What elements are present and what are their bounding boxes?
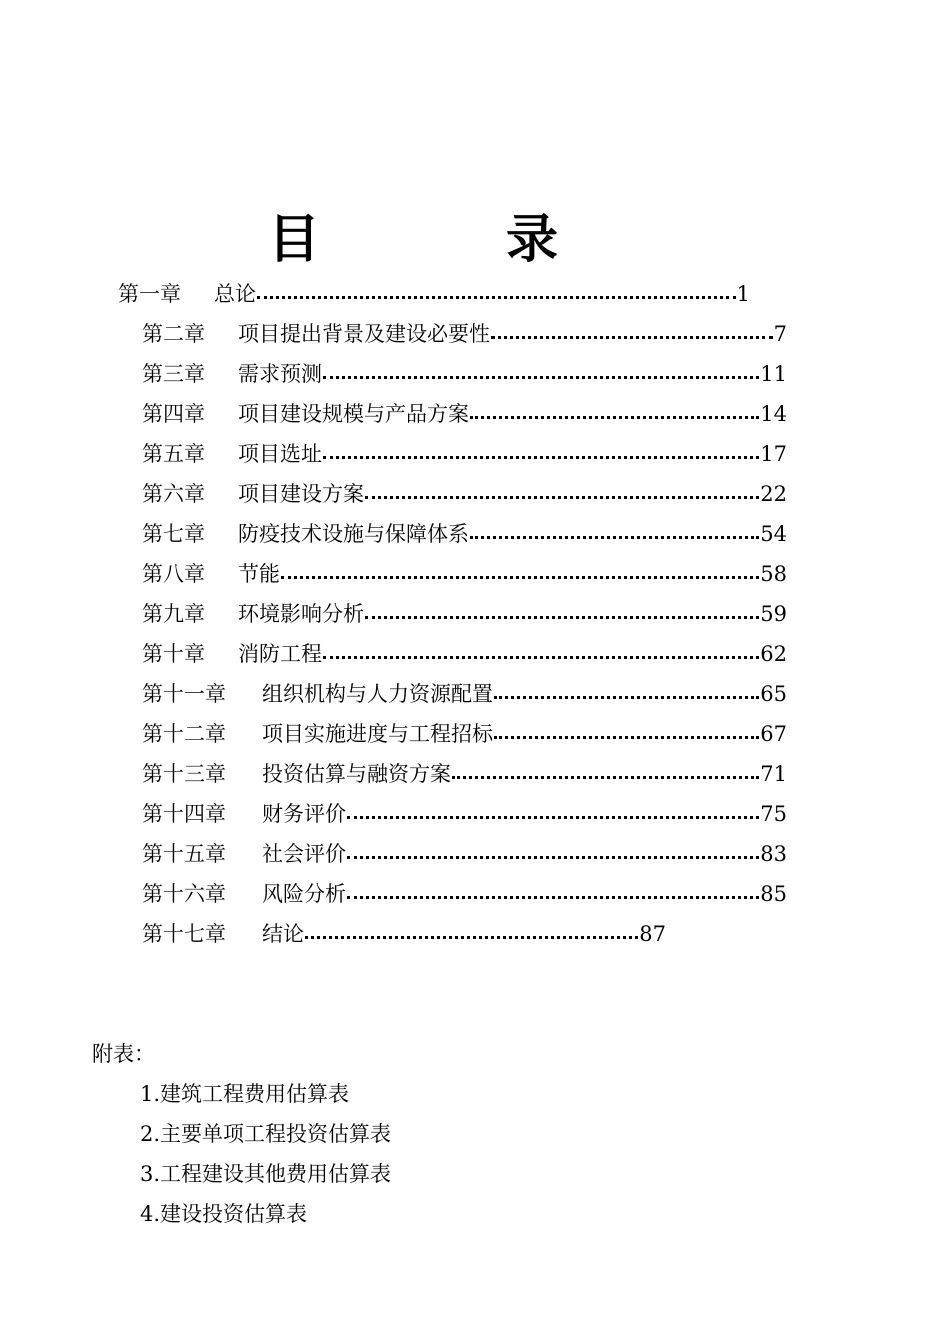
toc-leader [323, 434, 759, 474]
appendix-item-1: 1.建筑工程费用估算表 [140, 1082, 350, 1106]
toc-title: 结论 [262, 922, 304, 946]
toc-entry-2 [142, 314, 787, 354]
page-title [268, 205, 558, 275]
toc-chapter: 第十五章 [142, 842, 226, 866]
toc-page: 59 [760, 602, 787, 626]
appendix-label: 附表： [92, 1042, 155, 1066]
toc-leader [365, 474, 759, 514]
toc-page: 14 [760, 402, 787, 426]
toc-entry-7 [142, 514, 787, 554]
toc-title: 项目建设规模与产品方案 [238, 402, 469, 426]
toc-chapter: 第十四章 [142, 802, 226, 826]
toc-leader [494, 674, 759, 714]
toc-page: 75 [760, 802, 787, 826]
toc-chapter: 第十二章 [142, 722, 226, 746]
toc-page: 22 [760, 482, 787, 506]
toc-leader [281, 554, 759, 594]
toc-leader [305, 914, 638, 954]
toc-leader [347, 794, 759, 834]
toc-entry-5 [142, 434, 787, 474]
toc-page: 62 [760, 642, 787, 666]
toc-title: 财务评价 [262, 802, 346, 826]
toc-title: 消防工程 [238, 642, 322, 666]
toc-leader [257, 274, 736, 314]
toc-entry-12 [142, 714, 787, 754]
toc-chapter: 第一章 [118, 282, 181, 306]
toc-title: 防疫技术设施与保障体系 [238, 522, 469, 546]
appendix-item-3: 3.工程建设其他费用估算表 [140, 1162, 392, 1186]
toc-entry-16 [142, 874, 787, 914]
toc-entry-9 [142, 594, 787, 634]
toc-page: 71 [760, 762, 787, 786]
toc-chapter: 第三章 [142, 362, 205, 386]
toc-leader [491, 314, 773, 354]
toc-chapter: 第四章 [142, 402, 205, 426]
toc-entry-13 [142, 754, 787, 794]
toc-title: 组织机构与人力资源配置 [262, 682, 493, 706]
toc-leader [347, 874, 759, 914]
toc-chapter: 第十六章 [142, 882, 226, 906]
toc-title: 总论 [214, 282, 256, 306]
toc-entry-14 [142, 794, 787, 834]
toc-entry-15 [142, 834, 787, 874]
toc-title: 项目选址 [238, 442, 322, 466]
toc-page: 65 [760, 682, 787, 706]
toc-title: 环境影响分析 [238, 602, 364, 626]
toc-entry-8 [142, 554, 787, 594]
toc-title: 项目建设方案 [238, 482, 364, 506]
toc-chapter: 第十三章 [142, 762, 226, 786]
appendix-item-4: 4.建设投资估算表 [140, 1202, 308, 1226]
toc-chapter: 第五章 [142, 442, 205, 466]
toc-page: 87 [639, 922, 666, 946]
toc-page: 1 [736, 282, 750, 306]
toc-page: 54 [760, 522, 787, 546]
toc-entry-4 [142, 394, 787, 434]
toc-page: 58 [760, 562, 787, 586]
toc-page: 11 [760, 362, 787, 386]
toc-title: 项目提出背景及建设必要性 [238, 322, 490, 346]
appendix-item-2: 2.主要单项工程投资估算表 [140, 1122, 392, 1146]
toc-entry-3 [142, 354, 787, 394]
toc-leader [365, 594, 759, 634]
toc-entry-6 [142, 474, 787, 514]
toc-chapter: 第八章 [142, 562, 205, 586]
toc-title: 项目实施进度与工程招标 [262, 722, 493, 746]
toc-chapter: 第十七章 [142, 922, 226, 946]
toc-title: 投资估算与融资方案 [262, 762, 451, 786]
title-char-2: 录 [505, 210, 558, 270]
toc-entry-1 [118, 274, 750, 314]
toc-entry-11 [142, 674, 787, 714]
toc-page: 83 [760, 842, 787, 866]
title-char-1: 目 [268, 210, 321, 270]
toc-leader [470, 514, 759, 554]
toc-leader [452, 754, 759, 794]
toc-title: 风险分析 [262, 882, 346, 906]
toc-title: 社会评价 [262, 842, 346, 866]
toc-chapter: 第十一章 [142, 682, 226, 706]
toc-entry-17 [142, 914, 666, 954]
toc-leader [323, 354, 759, 394]
toc-chapter: 第七章 [142, 522, 205, 546]
toc-chapter: 第六章 [142, 482, 205, 506]
toc-leader [347, 834, 759, 874]
toc-chapter: 第十章 [142, 642, 205, 666]
toc-entry-10 [142, 634, 787, 674]
toc-page: 67 [760, 722, 787, 746]
toc-leader [470, 394, 759, 434]
toc-chapter: 第九章 [142, 602, 205, 626]
toc-chapter: 第二章 [142, 322, 205, 346]
toc-page: 85 [760, 882, 787, 906]
toc-leader [494, 714, 759, 754]
toc-page: 7 [773, 322, 787, 346]
toc-title: 需求预测 [238, 362, 322, 386]
toc-leader [323, 634, 759, 674]
toc-page: 17 [760, 442, 787, 466]
toc-title: 节能 [238, 562, 280, 586]
